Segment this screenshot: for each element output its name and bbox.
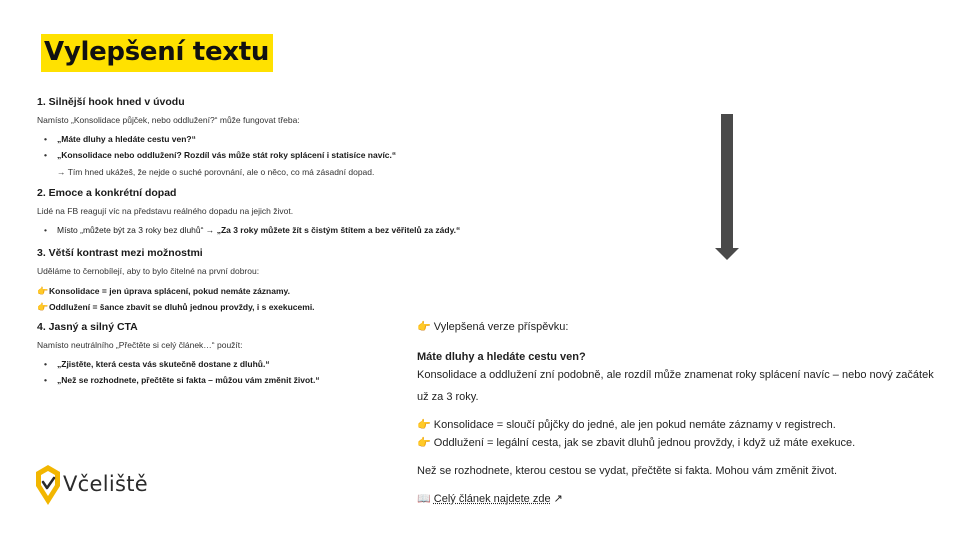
bullet-bold-text: „Za 3 roky můžete žít s čistým štítem a bez věřitelů za zády.“ (216, 225, 461, 235)
section-1-list (37, 132, 497, 162)
list-item (57, 223, 497, 237)
logo (33, 463, 183, 507)
section-1-heading: 1. Silnější hook hned v úvodu (37, 96, 185, 108)
post-line-2: 👉 Oddlužení = legální cesta, jak se zbavit dluhů jednou provždy, i když už máte exekuce. (417, 437, 856, 449)
book-icon: 📖 (417, 493, 434, 505)
pointing-hand-icon: 👉 (37, 286, 49, 296)
bullet-text: Místo „můžete být za 3 roky bez dluhů“ → (57, 225, 217, 235)
contrast-line-1: 👉Konsolidace = jen úprava splácení, pokud nemáte záznamy. (37, 283, 497, 299)
post-paragraph: Konsolidace a oddlužení zní podobně, ale rozdíl může znamenat roky splácení navíc – nebo nový začátek (417, 369, 934, 381)
post-line-1: 👉 Konsolidace = sloučí půjčky do jedné, ale jen pokud nemáte záznamy v registrech. (417, 419, 836, 431)
pointing-hand-icon: 👉 (417, 321, 434, 333)
post-paragraph-cont: už za 3 roky. (417, 391, 479, 403)
pointing-hand-icon: 👉 (417, 437, 434, 449)
bee-logo-icon (33, 463, 63, 507)
section-3-heading: 3. Větší kontrast mezi možnostmi (37, 247, 203, 259)
list-item: • „Máte dluhy a hledáte cestu ven?“ (57, 132, 497, 146)
section-2-heading: 2. Emoce a konkrétní dopad (37, 187, 177, 199)
section-1-note: → Tím hned ukážeš, že nejde o suché porovnání, ale o něco, co má zásadní dopad. (57, 167, 375, 177)
post-question: Máte dluhy a hledáte cestu ven? (417, 351, 586, 363)
section-2-list (37, 223, 497, 237)
improved-post-lead: 👉 Vylepšená verze příspěvku: (417, 321, 569, 333)
list-item: • „Konsolidace nebo oddlužení? Rozdíl vás může stát roky splácení i statisíce navíc.“ (57, 148, 497, 162)
section-2-intro: Lidé na FB reagují víc na představu reálného dopadu na jejich život. (37, 206, 294, 216)
section-4-heading: 4. Jasný a silný CTA (37, 321, 138, 333)
external-link-icon: ↗ (550, 493, 563, 505)
post-closing: Než se rozhodnete, kterou cestou se vydat, přečtěte si fakta. Mohou vám změnit život. (417, 465, 838, 477)
contrast-line-2: 👉Oddlužení = šance zbavit se dluhů jednou provždy, i s exekucemi. (37, 299, 497, 315)
title-highlight (41, 34, 273, 72)
list-item: • „Než se rozhodnete, přečtěte si fakta – můžou vám změnit život.“ (57, 373, 497, 387)
pointing-hand-icon: 👉 (37, 302, 49, 312)
down-arrow-icon (720, 114, 734, 262)
section-1-intro: Namísto „Konsolidace půjček, nebo oddlužení?“ může fungovat třeba: (37, 115, 300, 125)
section-3-intro: Uděláme to černobílejí, aby to bylo čitelné na první dobrou: (37, 266, 260, 276)
section-4-intro: Namísto neutrálního „Přečtěte si celý článek…“ použít: (37, 340, 243, 350)
list-item: • „Zjistěte, která cesta vás skutečně dostane z dluhů.“ (57, 357, 497, 371)
article-link[interactable]: 📖 Celý článek najdete zde ↗ (417, 493, 563, 505)
logo-text: Včeliště (63, 472, 148, 496)
improved-post (417, 318, 957, 508)
page-title: Vylepšení textu (44, 37, 270, 67)
pointing-hand-icon: 👉 (417, 419, 434, 431)
